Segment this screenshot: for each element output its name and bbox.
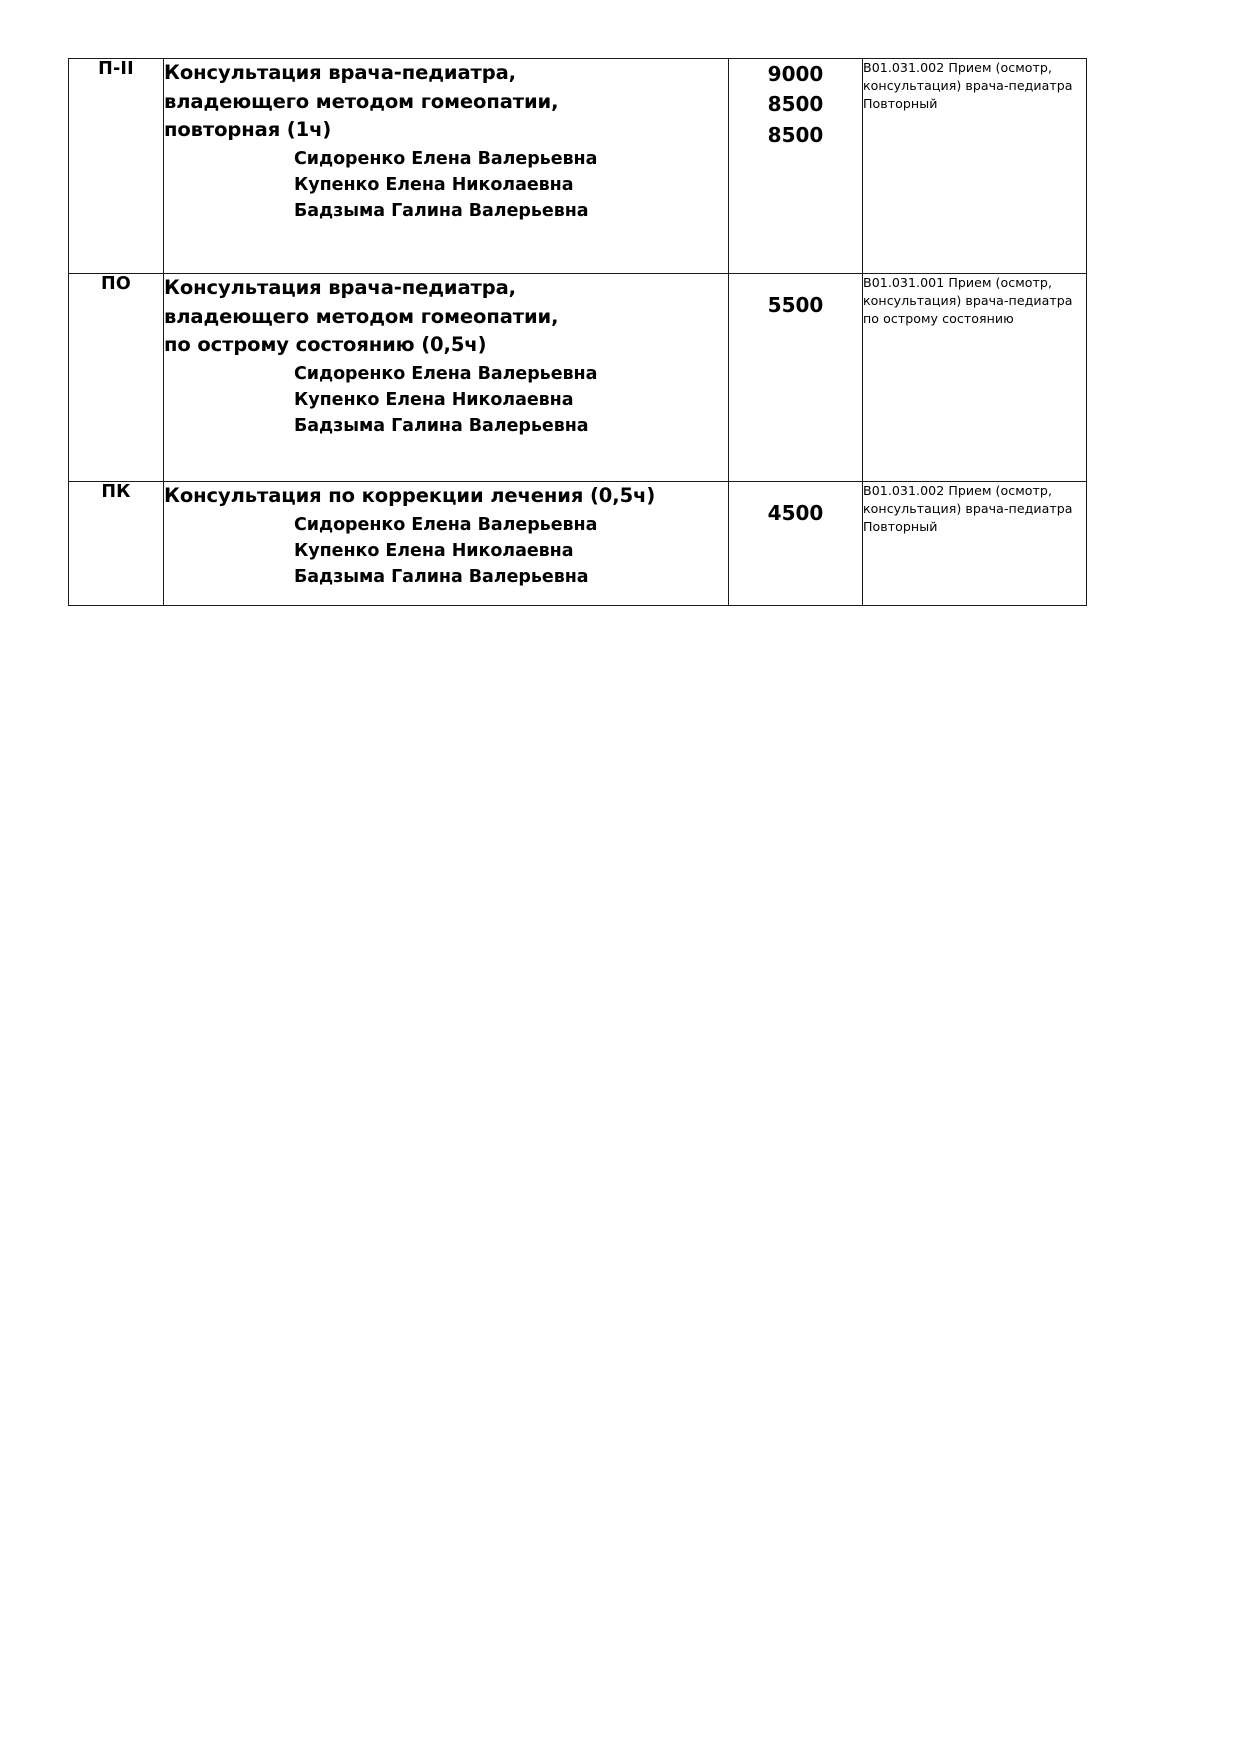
service-code: П-II [98,59,134,79]
doctor-list [164,512,728,591]
list-item: Бадзыма Галина Валерьевна [294,567,589,588]
price-cell [729,482,863,606]
list-item: Бадзыма Галина Валерьевна [294,416,589,437]
doctor-list [164,146,728,225]
nomenclature-line: консультация) врача-педиатра [863,77,1073,93]
nomenclature-cell [863,59,1087,274]
service-title [164,59,728,145]
list-item: Купенко Елена Николаевна [294,540,574,561]
service-name-cell [164,59,729,274]
service-code-cell [69,59,164,274]
service-code: ПК [101,482,131,502]
service-name-cell [164,274,729,482]
table-row [69,59,1087,274]
list-item: Купенко Елена Николаевна [294,175,574,196]
price-cell [729,59,863,274]
nomenclature-line: Повторный [863,518,938,534]
service-title-line: владеющего методом гомеопатии, [164,304,559,328]
price-list-table [68,58,1087,606]
nomenclature-line: B01.031.001 Прием (осмотр, [863,275,1053,290]
service-code-cell [69,482,164,606]
nomenclature-line: консультация) врача-педиатра [863,500,1073,516]
service-code: ПО [101,274,131,294]
nomenclature-cell [863,482,1087,606]
list-item: Сидоренко Елена Валерьевна [294,514,598,535]
list-item: Сидоренко Елена Валерьевна [294,363,598,384]
price-value: 5500 [767,293,824,317]
service-title-line: Консультация врача-педиатра, [164,276,516,299]
doctor-list [164,361,728,440]
nomenclature-line: по острому состоянию [863,310,1014,326]
service-title [164,482,728,511]
nomenclature-cell [863,274,1087,482]
list-item: Купенко Елена Николаевна [294,390,574,411]
service-title-line: Консультация врача-педиатра, [164,61,516,84]
service-title-line: по острому состоянию (0,5ч) [164,333,487,357]
service-title-line: Консультация по коррекции лечения (0,5ч) [164,484,656,507]
service-name-cell [164,482,729,606]
service-code-cell [69,274,164,482]
service-title [164,274,728,360]
price-value: 8500 [767,122,824,147]
table-row [69,274,1087,482]
price-value: 8500 [767,92,824,117]
nomenclature-line: B01.031.002 Прием (осмотр, [863,483,1053,498]
list-item: Бадзыма Галина Валерьевна [294,201,589,222]
service-title-line: повторная (1ч) [164,118,332,142]
table-row [69,482,1087,606]
price-value: 9000 [767,62,824,86]
list-item: Сидоренко Елена Валерьевна [294,148,598,169]
nomenclature-line: Повторный [863,95,938,111]
price-cell [729,274,863,482]
nomenclature-line: консультация) врача-педиатра [863,292,1073,308]
price-value: 4500 [767,501,824,525]
service-title-line: владеющего методом гомеопатии, [164,89,559,113]
nomenclature-line: B01.031.002 Прием (осмотр, [863,60,1053,75]
